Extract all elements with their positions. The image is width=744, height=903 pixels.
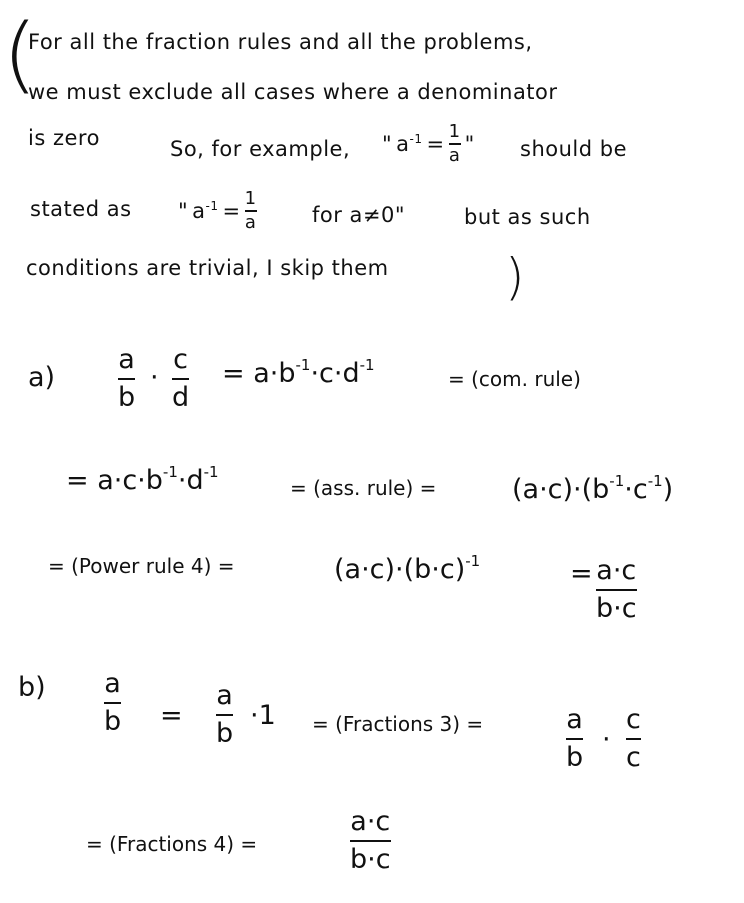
part-a-line-2-right: $(a\cdot c)\cdot(b^{-1}\cdot c^{-1})$ [512, 472, 674, 505]
part-a-label: a) [28, 362, 56, 393]
part-b-note-fractions-3: = (Fractions 3) = [312, 712, 484, 736]
part-a-dot: · [150, 362, 159, 393]
example-1: " $a^{-1}$ = $\frac{1}{a}$ " [382, 121, 475, 166]
part-a-line-3: $(a\cdot c)\cdot(b\cdot c)^{-1}$ [334, 552, 481, 585]
intro-line-2: we must exclude all cases where a denominator [28, 80, 558, 104]
part-b-frac-ab: a b [104, 668, 122, 737]
intro-line-3a: is zero [28, 126, 100, 150]
intro-line-1: For all the fraction rules and all the problems, [28, 30, 533, 54]
part-b-frac-ab-2: a b [216, 680, 234, 749]
part-a-note-power-rule: = (Power rule 4) = [48, 554, 235, 578]
part-a-frac-cd: c d [172, 344, 190, 413]
part-b-label: b) [18, 672, 46, 703]
part-a-expr-1: = $a\cdot b^{-1}\cdot c\cdot d^{-1}$ [222, 356, 375, 389]
part-b-result-frac: a·c b·c [350, 806, 391, 875]
part-a-note-ass-rule: = (ass. rule) = [290, 476, 437, 500]
intro-line-3c: should be [520, 137, 627, 161]
part-b-note-fractions-4: = (Fractions 4) = [86, 832, 258, 856]
part-a-result-frac: a·c b·c [596, 555, 637, 624]
part-b-frac-cc: c c [626, 704, 641, 773]
part-a-line-3-eq: = [570, 558, 593, 589]
intro-line-4b: for a≠0" [312, 203, 406, 227]
example-2: " $a^{-1}$ = $\frac{1}{a}$ [178, 188, 257, 233]
part-b-frac-ab-3: a b [566, 704, 584, 773]
intro-line-4a: stated as [30, 197, 132, 221]
intro-line-5: conditions are trivial, I skip them [26, 256, 389, 280]
open-paren: ( [2, 6, 38, 103]
intro-line-3b: So, for example, [170, 137, 351, 161]
part-a-note-com-rule: = (com. rule) [448, 367, 581, 391]
part-b-times-one: ·1 [250, 700, 276, 731]
part-a-frac-ab: a b [118, 344, 136, 413]
part-b-dot: · [602, 724, 611, 755]
part-a-line-2-left: = $a\cdot c\cdot b^{-1}\cdot d^{-1}$ [66, 463, 219, 496]
intro-line-4c: but as such [464, 205, 591, 229]
close-paren: ) [505, 248, 525, 306]
part-b-eq-1: = [160, 700, 183, 731]
